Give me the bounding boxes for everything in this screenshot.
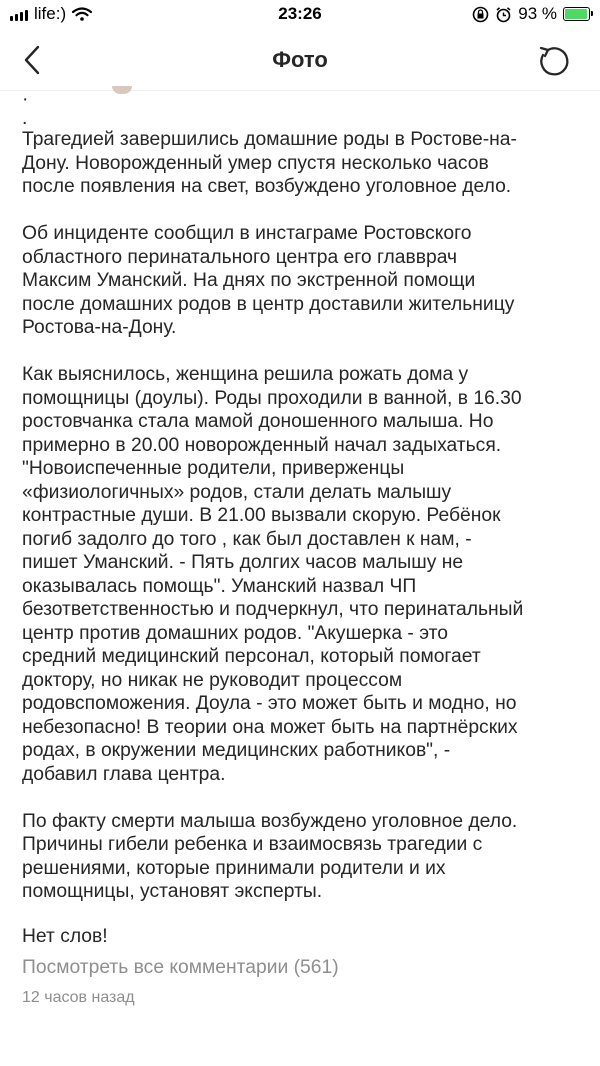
status-bar [0, 0, 600, 30]
status-right [472, 4, 590, 24]
caption-paragraph: Как выяснилось, женщина решила рожать дома у помощницы (доулы). Роды проходили в ванной, в 16.30 ростовчанка стала мамой доношенного малыша. Но примерно в 20.00 новорожденный начал задыхаться. "Новоиспеченные родители, приверженцы «физиологичных» родов, стали делать малышу контрастные души. В 21.00 вызвали скорую. Ребёнок погиб задолго до того , как был доставлен к нам, - пишет Уманский. - Пять долгих часов малышу не оказывалась помощь". Уманский назвал ЧП безответственностью и подчеркнул, что перинатальный центр против домашних родов. "Акушерка - это средний медицинский персонал, который помогает доктору, но никак не руководит процессом родовспоможения. Доула - это может быть и модно, но небезопасно! В теории она может быть на партнёрских родах, в окружении медицинских работников", - добавил глава центра. [22, 364, 524, 785]
carrier-label: life:) [34, 4, 67, 23]
clock: 23:26 [278, 4, 322, 23]
dot-line: · [22, 89, 29, 110]
caption-closing: Нет слов! [22, 926, 108, 947]
battery-percent: 93 % [518, 4, 557, 23]
page-title: Фото [272, 47, 328, 72]
caption-paragraph: Об инциденте сообщил в инстаграме Ростовского областного перинатального центра его главврач Максим Уманский. На днях по экстренной помощи после домашних родов в центр доставили жительницу Ростова-на-Дону. [22, 223, 515, 338]
refresh-icon[interactable] [534, 42, 574, 82]
battery-icon [563, 7, 590, 21]
alarm-icon [495, 6, 512, 23]
lock-rotation-icon [472, 6, 489, 23]
nav-bar [0, 30, 600, 91]
caption-paragraph: По факту смерти малыша возбуждено уголовное дело. Причины гибели ребенка и взаимосвязь трагедии с решениями, которые принимали родители и их помощницы, установят эксперты. [22, 810, 518, 902]
post-caption [22, 89, 587, 1008]
caption-paragraph: Трагедией завершились домашние роды в Ростове-на- Дону. Новорожденный умер спустя несколько часов после появления на свет, возбуждено уголовное дело. [22, 129, 517, 197]
view-comments-link[interactable]: Посмотреть все комментарии (561) [22, 956, 339, 978]
post-timestamp: 12 часов назад [22, 989, 135, 1006]
caption-dots [22, 90, 587, 128]
dot-line: . [22, 108, 28, 129]
